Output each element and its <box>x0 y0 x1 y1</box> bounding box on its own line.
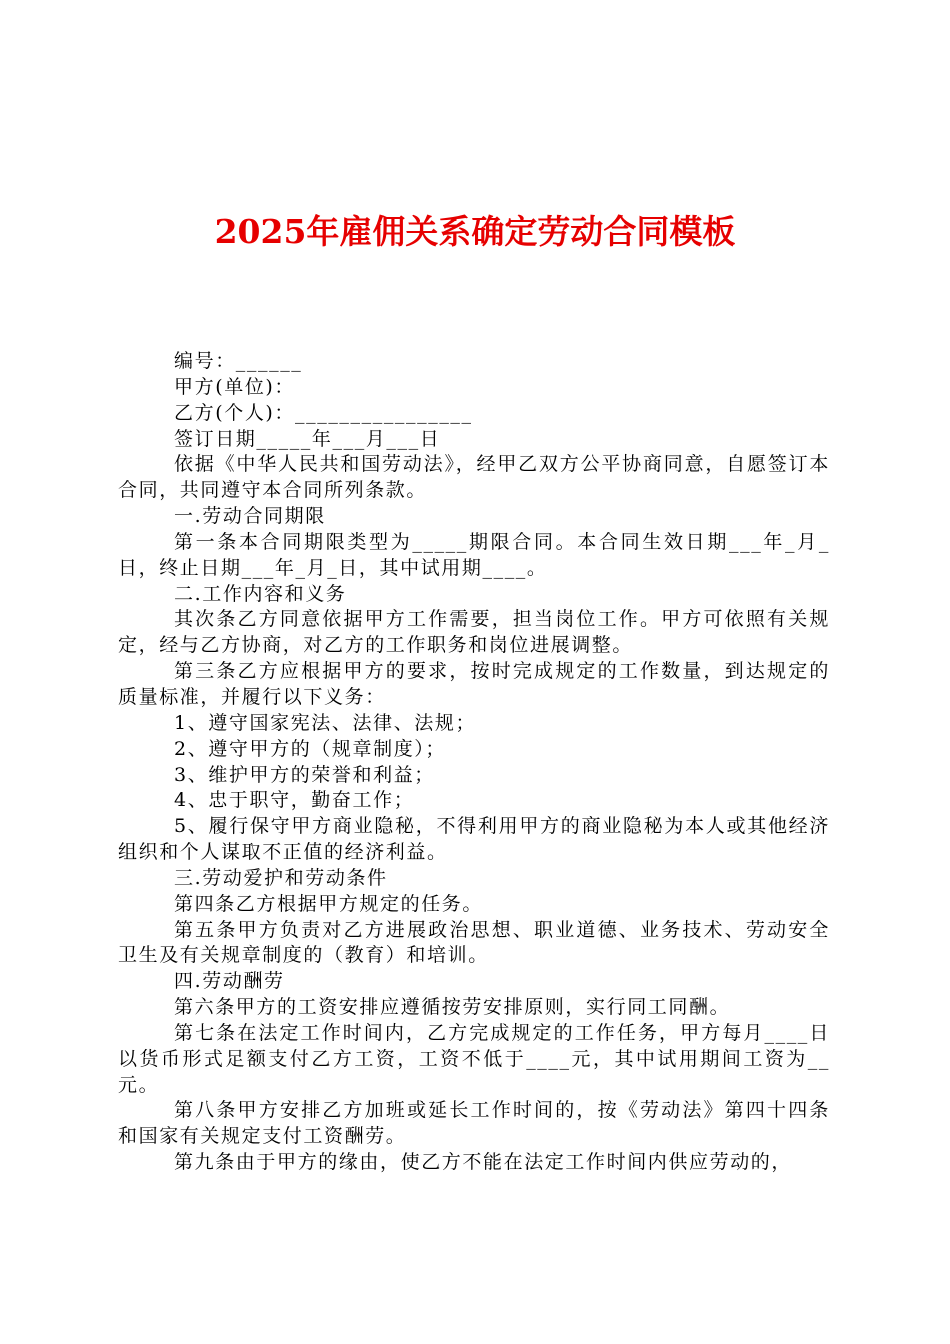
obligation-item-4: 4、忠于职守，勤奋工作； <box>174 789 415 812</box>
article-8: 第八条甲方安排乙方加班或延长工作时间的，按《劳动法》第四十四条和国家有关规定支付工资酬劳。 <box>118 1099 830 1148</box>
article-2: 其次条乙方同意依据甲方工作需要，担当岗位工作。甲方可依照有关规定，经与乙方协商，对乙方的工作职务和岗位进展调整。 <box>118 608 830 657</box>
obligation-item-5: 5、履行保守甲方商业隐秘，不得利用甲方的商业隐秘为本人或其他经济组织和个人谋取不正值的经济利益。 <box>118 815 830 864</box>
article-9: 第九条由于甲方的缘由，使乙方不能在法定工作时间内供应劳动的， <box>174 1151 793 1174</box>
article-6: 第六条甲方的工资安排应遵循按劳安排原则，实行同工同酬。 <box>174 996 731 1019</box>
document-body <box>118 349 830 1176</box>
article-1: 第一条本合同期限类型为_____期限合同。本合同生效日期___年_月_日，终止日期___年_月_日，其中试用期____。 <box>118 530 830 579</box>
signing-date-line: 签订日期_____年___月___日 <box>174 427 441 450</box>
article-7: 第七条在法定工作时间内，乙方完成规定的工作任务，甲方每月____日以货币形式足额支付乙方工资，工资不低于____元，其中试用期间工资为__元。 <box>118 1021 830 1096</box>
preamble-paragraph: 依据《中华人民共和国劳动法》，经甲乙双方公平协商同意，自愿签订本合同，共同遵守本合同所列条款。 <box>118 453 830 502</box>
section-heading-term: 一.劳动合同期限 <box>174 505 326 528</box>
party-b-line: 乙方(个人)：________________ <box>174 401 473 424</box>
section-heading-remuneration: 四.劳动酬劳 <box>174 970 285 993</box>
obligation-item-1: 1、遵守国家宪法、法律、法规； <box>174 711 477 734</box>
article-4: 第四条乙方根据甲方规定的任务。 <box>174 892 484 915</box>
section-heading-duties: 二.工作内容和义务 <box>174 582 347 605</box>
party-a-line: 甲方(单位)： <box>174 375 296 398</box>
obligation-item-3: 3、维护甲方的荣誉和利益； <box>174 763 435 786</box>
section-heading-protection: 三.劳动爱护和劳动条件 <box>174 866 388 889</box>
article-5: 第五条甲方负责对乙方进展政治思想、职业道德、业务技术、劳动安全卫生及有关规章制度的（教育）和培训。 <box>118 918 830 967</box>
document-title: 2025年雇佣关系确定劳动合同模板 <box>214 212 736 251</box>
article-3: 第三条乙方应根据甲方的要求，按时完成规定的工作数量，到达规定的质量标准，并履行以下义务： <box>118 660 830 708</box>
contract-number-line: 编号：______ <box>174 350 303 372</box>
obligation-item-2: 2、遵守甲方的（规章制度）； <box>174 737 446 760</box>
